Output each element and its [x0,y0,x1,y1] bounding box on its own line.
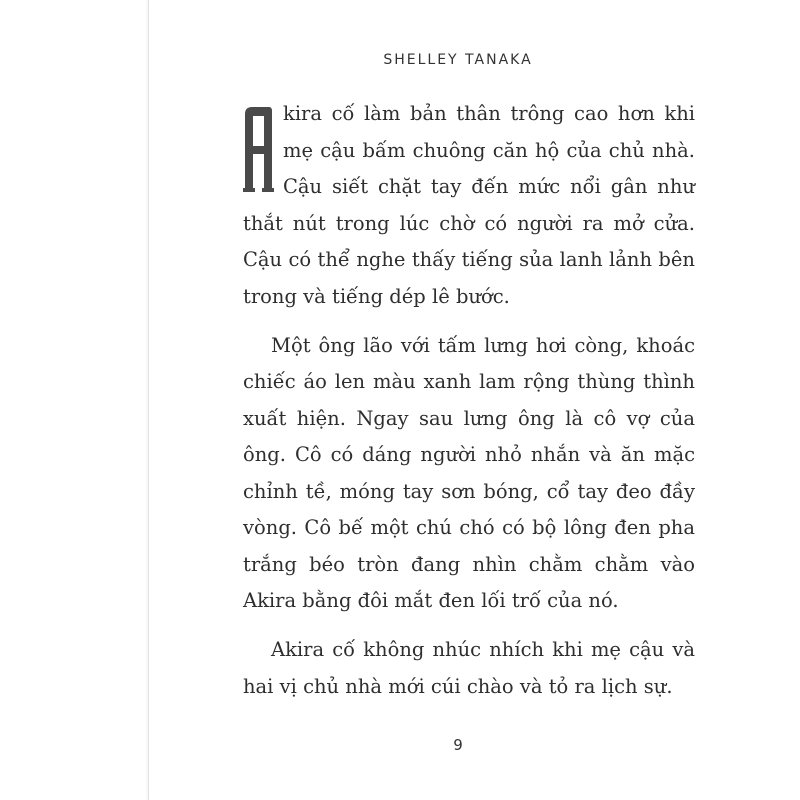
drop-cap [241,104,275,194]
body-text [243,96,695,718]
book-page [148,0,767,800]
paragraph-1-text: kira cố làm bản thân trông cao hơn khi mẹ cậu bấm chuông căn hộ của chủ nhà. Cậu siết chặt tay đến mức nổi gân như thắt nút trong lúc chờ có người ra mở cửa. Cậu có thể nghe thấy tiếng sủa lanh lảnh bên trong và tiếng dép lê bước. [243,102,695,308]
page-number: 9 [453,736,463,754]
paragraph-1 [243,96,695,315]
drop-cap-glyph [241,104,275,194]
paragraph-3: Akira cố không nhúc nhích khi mẹ cậu và hai vị chủ nhà mới cúi chào và tỏ ra lịch sự. [243,638,695,698]
running-head-author: SHELLEY TANAKA [383,52,533,68]
paragraph-2: Một ông lão với tấm lưng hơi còng, khoác chiếc áo len màu xanh lam rộng thùng thình xuất hiện. Ngay sau lưng ông là cô vợ của ông. Cô có dáng người nhỏ nhắn và ăn mặc chỉnh tề, móng tay sơn bóng, cổ tay đeo đầy vòng. Cô bế một chú chó có bộ lông đen pha trắng béo tròn đang nhìn chằm chằm vào Akira bằng đôi mắt đen lối trố của nó. [243,333,695,612]
